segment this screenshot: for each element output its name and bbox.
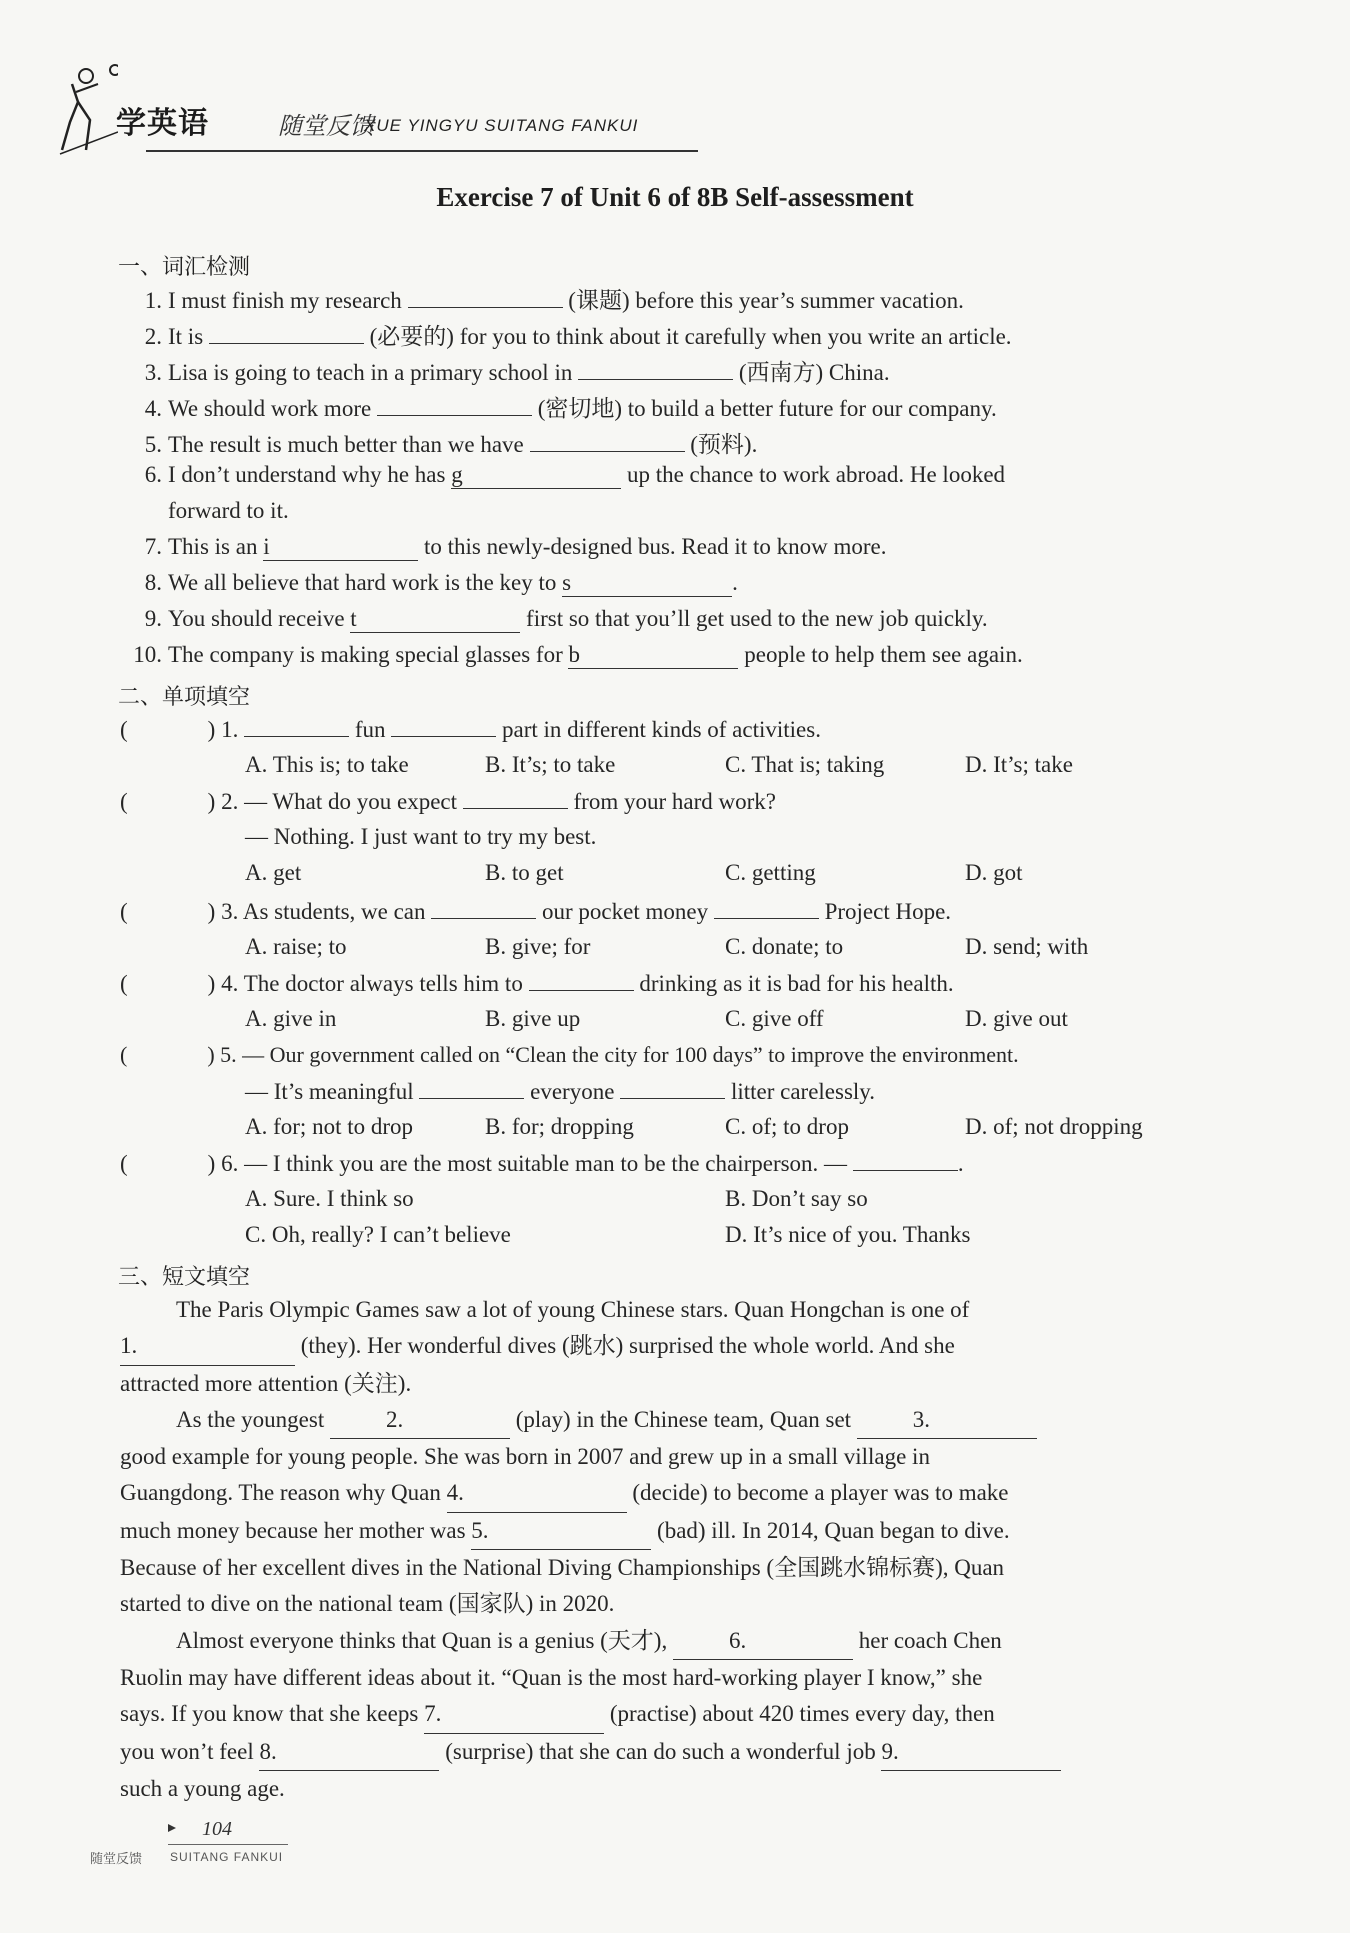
header-rule [146,150,698,152]
mc5-option-a[interactable]: A. for; not to drop [245,1114,414,1139]
vocab-item-6: 6. I don’t understand why he has g up the chance to work abroad. He looked [144,462,1006,487]
mc2-option-c[interactable]: C. getting [725,860,816,885]
mc-question-2: ( ) 2. — What do you expect from your hard work? [120,789,776,814]
mc3-option-c[interactable]: C. donate; to [725,934,844,959]
footer-en-label: SUITANG FANKUI [170,1850,284,1864]
mc1-option-b[interactable]: B. It’s; to take [485,752,616,777]
footer-cn-label: 随堂反馈 [90,1852,143,1867]
passage-blank-1[interactable]: 1. [120,1328,295,1365]
mc6-option-d[interactable]: D. It’s nice of you. Thanks [725,1222,971,1247]
mc6-option-c[interactable]: C. Oh, really? I can’t believe [245,1222,511,1247]
mc4-option-b[interactable]: B. give up [485,1006,581,1031]
vocab-item-3: 3. Lisa is going to teach in a primary school in (西南方) China. [144,360,890,385]
mc2-option-a[interactable]: A. get [245,860,302,885]
mc6-option-a[interactable]: A. Sure. I think so [245,1186,414,1211]
mc5-option-c[interactable]: C. of; to drop [725,1114,849,1139]
mc4-option-c[interactable]: C. give off [725,1006,824,1031]
vocab-item-7: 7. This is an i to this newly-designed bus. Read it to know more. [144,534,887,559]
mc2-option-b[interactable]: B. to get [485,860,564,885]
passage-blank-6[interactable]: 6. [673,1623,853,1660]
mc3-option-b[interactable]: B. give; for [485,934,591,959]
passage-blank-8[interactable]: 8. [259,1734,439,1771]
footer-rule [168,1844,288,1845]
student-figure-icon [58,62,118,157]
section-passage-heading: 三、短文填空 [118,1265,251,1290]
mc1-option-d[interactable]: D. It’s; take [965,752,1073,777]
header-cn-title: 学英语 [116,106,209,141]
section-mc-heading: 二、单项填空 [118,685,251,710]
vocab-item-6-cont: forward to it. [168,498,289,523]
vocab-item-4: 4. We should work more (密切地) to build a better future for our company. [144,396,997,421]
mc4-option-d[interactable]: D. give out [965,1006,1068,1031]
mc1-option-a[interactable]: A. This is; to take [245,752,409,777]
mc6-option-b[interactable]: B. Don’t say so [725,1186,868,1211]
mc-question-5-reply: — It’s meaningful everyone litter carelessly. [245,1079,876,1104]
vocab-item-1: 1. I must finish my research (课题) before this year’s summer vacation. [144,288,964,313]
passage-blank-5[interactable]: 5. [471,1513,651,1550]
passage-blank-9[interactable]: 9. [881,1734,1061,1771]
mc3-option-a[interactable]: A. raise; to [245,934,347,959]
header [58,62,658,162]
passage-blank-7[interactable]: 7. [424,1696,604,1733]
mc4-option-a[interactable]: A. give in [245,1006,337,1031]
mc-question-5: ( ) 5. — Our government called on “Clean the city for 100 days” to improve the environment. [120,1042,1019,1067]
mc-question-4: ( ) 4. The doctor always tells him to drinking as it is bad for his health. [120,971,954,996]
mc-question-2-reply: — Nothing. I just want to try my best. [245,824,597,849]
mc-question-6: ( ) 6. — I think you are the most suitable man to be the chairperson. — . [120,1151,964,1176]
vocab-item-5: 5. The result is much better than we have (预料). [144,432,758,457]
mc2-option-d[interactable]: D. got [965,860,1023,885]
passage-blank-4[interactable]: 4. [447,1475,627,1512]
page-arrow-icon [168,1824,176,1832]
mc1-option-c[interactable]: C. That is; taking [725,752,885,777]
header-en-title: XUE YINGYU SUITANG FANKUI [364,116,639,135]
vocab-item-8: 8. We all believe that hard work is the key to s . [144,570,738,595]
vocab-item-2: 2. It is (必要的) for you to think about it carefully when you write an article. [144,324,1012,349]
vocab-item-9: 9. You should receive t first so that you’ll get used to the new job quickly. [144,606,988,631]
page-title: Exercise 7 of Unit 6 of 8B Self-assessment [436,182,914,212]
mc-question-1: ( ) 1. fun part in different kinds of activities. [120,717,821,742]
mc-question-3: ( ) 3. As students, we can our pocket money Project Hope. [120,899,952,924]
passage-blank-2[interactable]: 2. [330,1402,510,1439]
vocab-item-10: 10. The company is making special glasses for b people to help them see again. [133,642,1023,667]
passage: The Paris Olympic Games saw a lot of young Chinese stars. Quan Hongchan is one of 1. (they). Her wonderful dives (跳水) surprised the whole world. And she attracted more attention (关注). As the youngest 2. (play) in the Chinese team, Quan set 3. good example for young people. She was born in 2007 and grew up in a small village in Guangdong. The reason why Quan 4. (decide) to become a player was to make much money because her mother was 5. (bad) ill. In 2014, Quan began to dive. Because of her excellent dives in the National Diving Championships (全国跳水锦标赛), Quan started to dive on the national team (国家队) in 2020. Almost everyone thinks that Quan is a genius (天才), 6. her coach Chen Ruolin may have different ideas about it. “Quan is the most hard-working player I know,” she says. If you know that she keeps 7. (practise) about 420 times every day, then you won’t feel 8. (surprise) that she can do such a wonderful job 9. such a young age. [120,1292,1218,1807]
mc5-option-d[interactable]: D. of; not dropping [965,1114,1143,1139]
section-vocab-heading: 一、词汇检测 [118,255,251,280]
mc3-option-d[interactable]: D. send; with [965,934,1089,959]
mc5-option-b[interactable]: B. for; dropping [485,1114,634,1139]
passage-blank-3[interactable]: 3. [857,1402,1037,1439]
page-number: 104 [202,1818,232,1840]
header-cn-subtitle: 随堂反馈 [278,112,374,140]
